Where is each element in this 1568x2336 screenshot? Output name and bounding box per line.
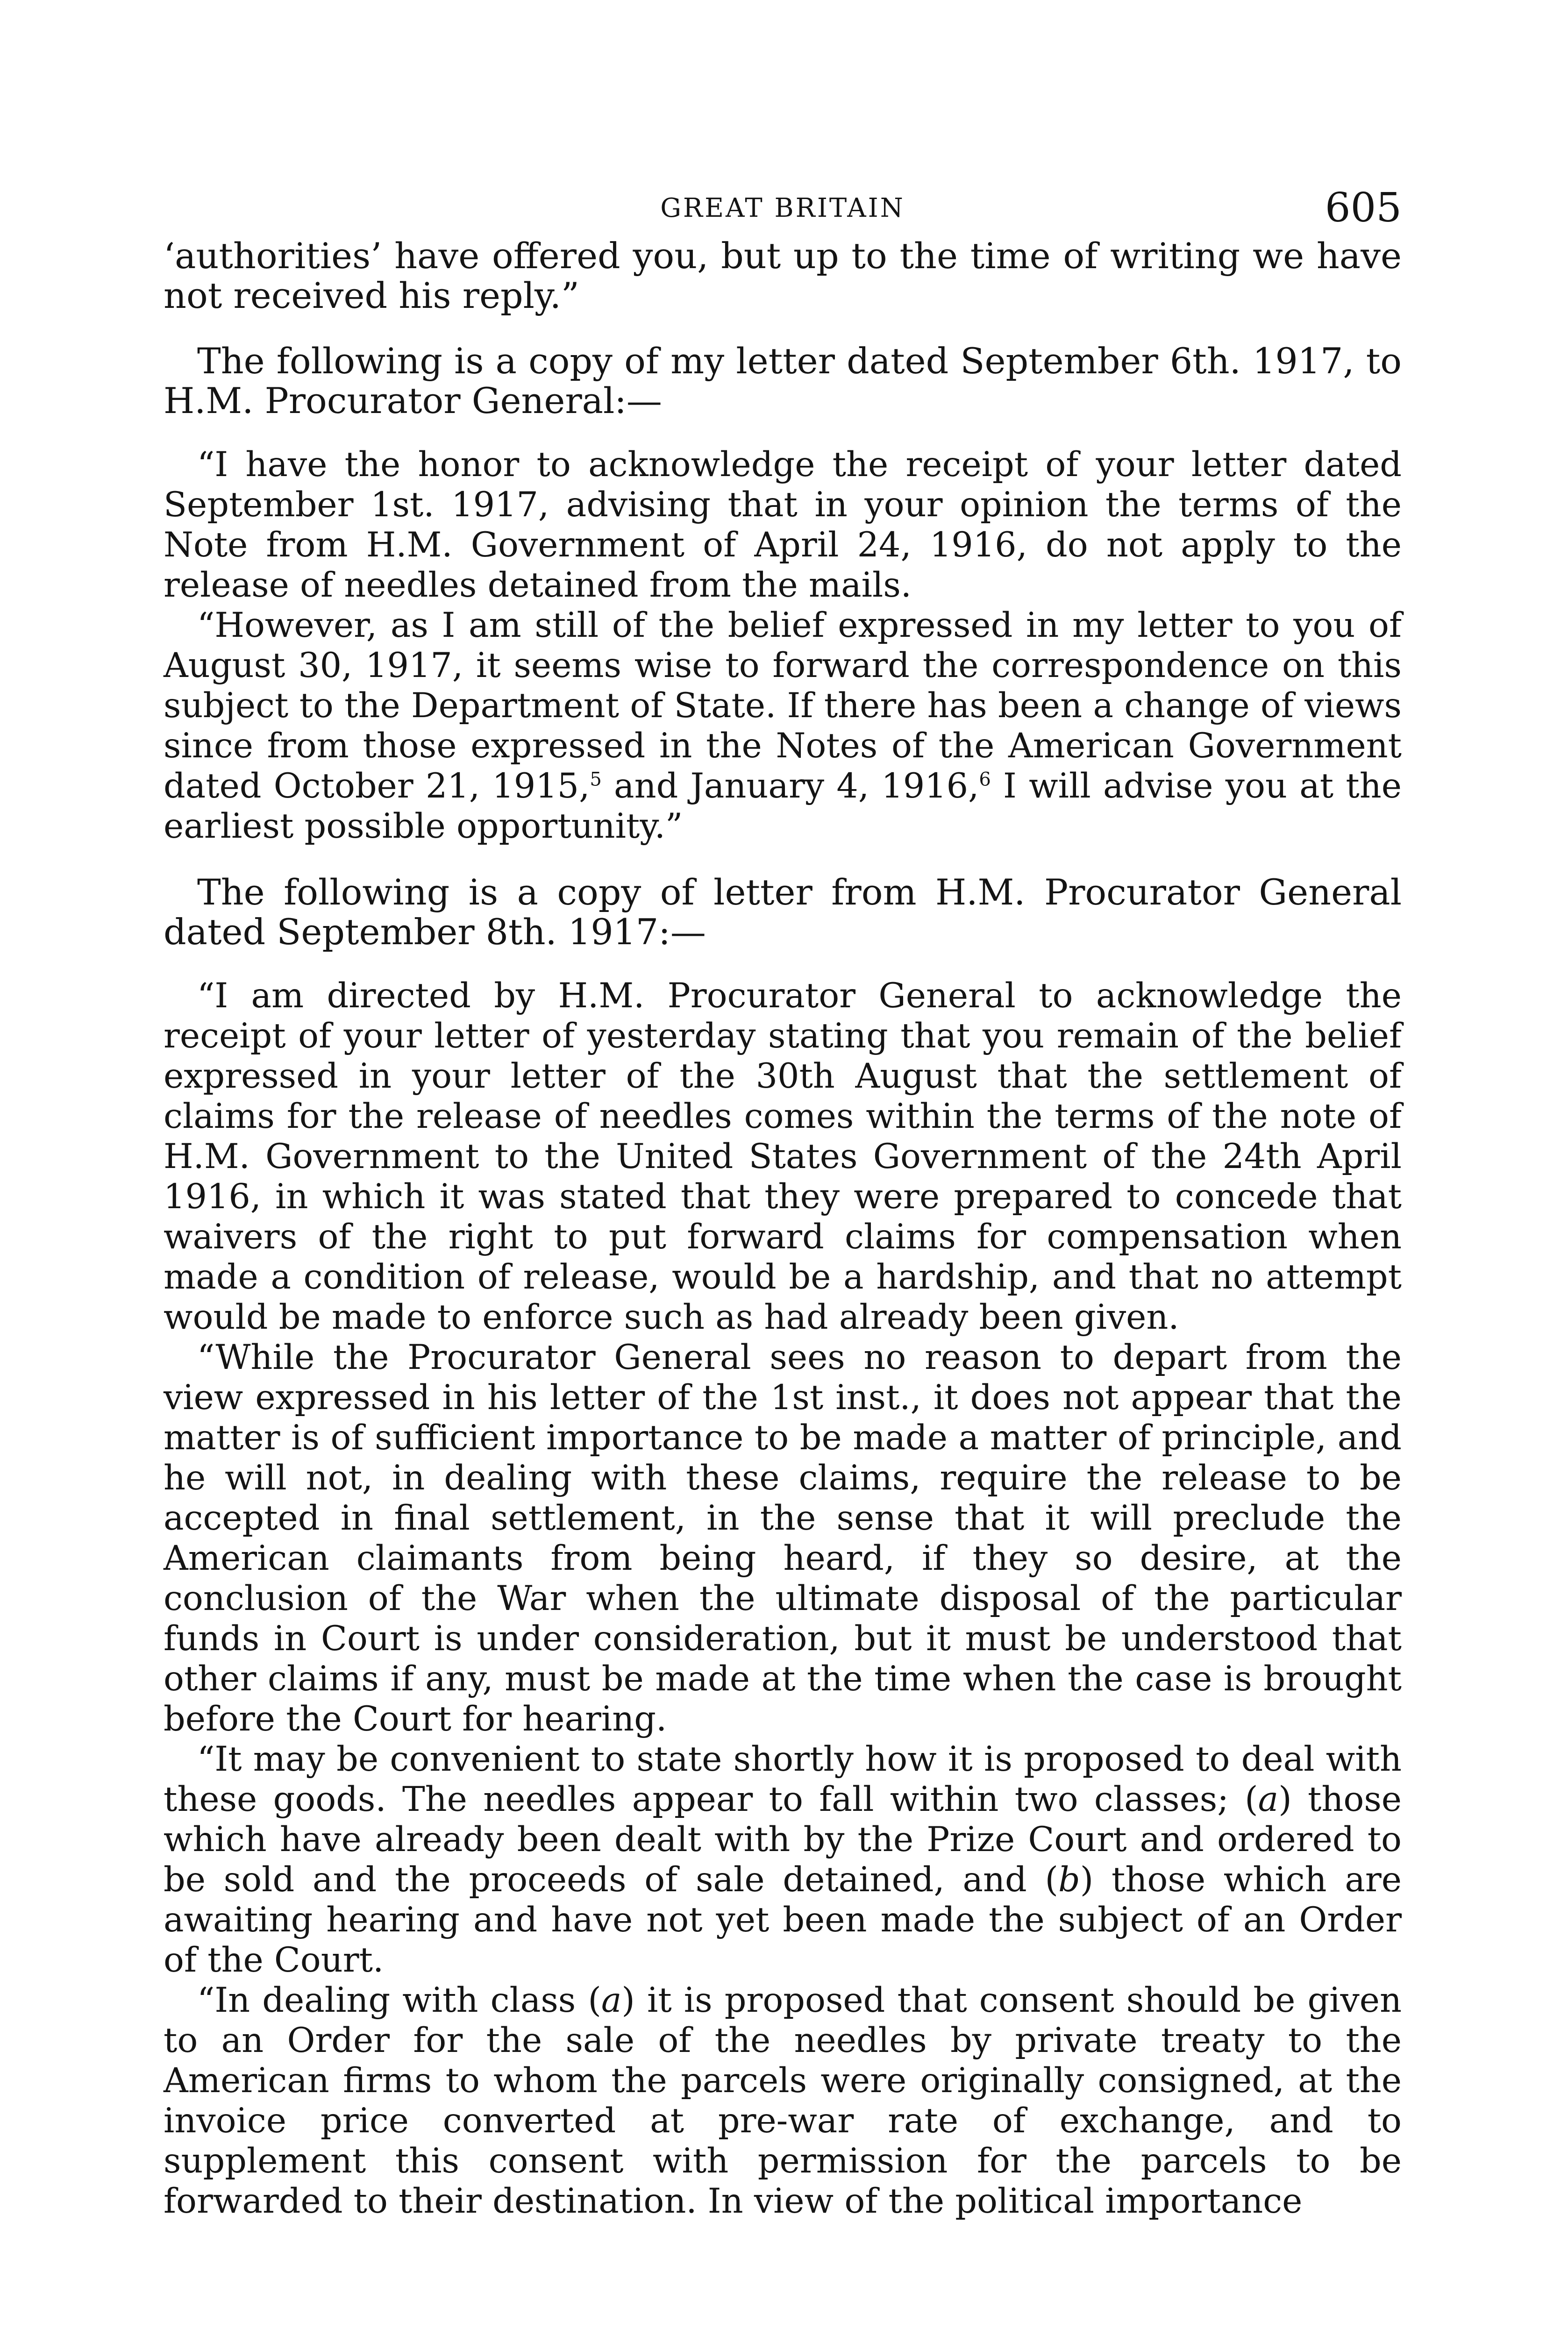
quote-paragraph-2-part-b: and January 4, 1916, xyxy=(601,766,979,806)
running-title: GREAT BRITAIN xyxy=(660,193,905,223)
quote-paragraph-6-part-b: ) it is proposed that consent should be given to an Order for the sale of the needles by private treaty to the American firms to whom the parcels were originally consigned, at the invoice price converted at pre-war rate of exchange, and to supplement this consent with permission for the parcels to be forwarded to their destination. In view of the political importance xyxy=(164,1980,1402,2221)
quote-paragraph-5-part-b: ) those which have already been dealt with by the Prize Court and ordered to be sold and the proceeds of sale detained, and ( xyxy=(164,1780,1402,1900)
quote-paragraph-6 xyxy=(164,1980,1402,2222)
quoted-letter-2 xyxy=(164,976,1402,2222)
quote-paragraph-1: “I have the honor to acknowledge the receipt of your letter dated September 1st. 1917, advising that in your opinion the terms of the Note from H.M. Government of April 24, 1916, do not apply to the release of needles detained from the mails. xyxy=(164,445,1402,605)
page xyxy=(164,185,1402,2222)
class-label-b: b xyxy=(1058,1860,1080,1900)
quote-paragraph-6-part-a: “In dealing with class ( xyxy=(197,1980,601,2020)
quote-paragraph-2 xyxy=(164,605,1402,847)
class-label-a-ref: a xyxy=(601,1980,622,2020)
quote-paragraph-2-part-a: “However, as I am still of the belief expressed in my letter to you of August 30, 1917, it seems wise to forward the correspondence on this subject to the Department of State. If there has been a change of views since from those expressed in the Notes of the American Government dated October 21, 1915, xyxy=(164,605,1402,806)
quoted-letter-1 xyxy=(164,445,1402,847)
paragraph-letter-intro: The following is a copy of my letter dated September 6th. 1917, to H.M. Procurator General:— xyxy=(164,340,1402,421)
footnote-ref-5[interactable]: 5 xyxy=(590,769,602,791)
quote-paragraph-5-part-c: ) those which are awaiting hearing and have not yet been made the subject of an Order of the Court. xyxy=(164,1860,1402,1980)
page-number: 605 xyxy=(1325,185,1402,231)
quote-paragraph-2-part-c: I will advise you at the earliest possible opportunity.” xyxy=(164,766,1402,846)
quote-paragraph-3: “I am directed by H.M. Procurator General to acknowledge the receipt of your letter of yesterday stating that you remain of the belief expressed in your letter of the 30th August that the settlement of claims for the release of needles comes within the terms of the note of H.M. Government to the United States Government of the 24th April 1916, in which it was stated that they were prepared to concede that waivers of the right to put forward claims for compensation when made a condition of release, would be a hardship, and that no attempt would be made to enforce such as had already been given. xyxy=(164,976,1402,1337)
class-label-a: a xyxy=(1258,1780,1279,1819)
paragraph-continuation: ‘authorities’ have offered you, but up to the time of writing we have not received his reply.” xyxy=(164,235,1402,316)
running-head xyxy=(164,185,1402,236)
quote-paragraph-4: “While the Procurator General sees no reason to depart from the view expressed in his letter of the 1st inst., it does not appear that the matter is of sufficient importance to be made a matter of principle, and he will not, in dealing with these claims, require the release to be accepted in final settlement, in the sense that it will preclude the American claimants from being heard, if they so desire, at the conclusion of the War when the ultimate disposal of the particular funds in Court is under consideration, but it must be understood that other claims if any, must be made at the time when the case is brought before the Court for hearing. xyxy=(164,1338,1402,1739)
footnote-ref-6[interactable]: 6 xyxy=(979,769,991,791)
quote-paragraph-5 xyxy=(164,1739,1402,1980)
body-text xyxy=(164,236,1402,2222)
quote-paragraph-5-part-a: “It may be convenient to state shortly how it is proposed to deal with these goods. The needles appear to fall within two classes; ( xyxy=(164,1739,1402,1819)
paragraph-reply-intro: The following is a copy of letter from H.M. Procurator General dated September 8th. 1917:— xyxy=(164,871,1402,953)
